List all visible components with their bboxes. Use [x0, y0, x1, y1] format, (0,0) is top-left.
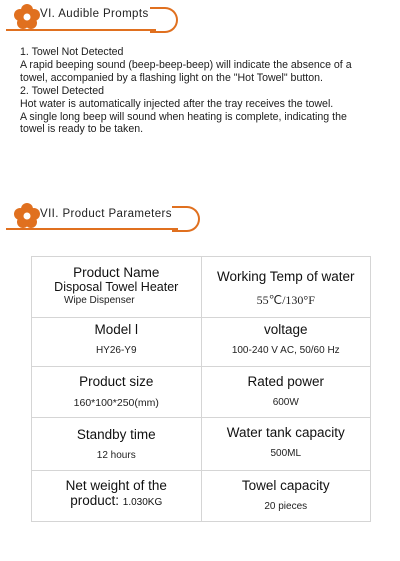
- model-value: HY26-Y9: [95, 345, 137, 356]
- towel-cell: [201, 471, 371, 522]
- tank-value: 500ML: [270, 448, 302, 459]
- power-label: Rated power: [247, 374, 325, 389]
- size-label: Product size: [79, 374, 154, 389]
- standby-label: Standby time: [76, 427, 156, 442]
- section-6-arc: [150, 7, 178, 33]
- flower-logo-icon: [12, 2, 42, 32]
- tank-cell: [201, 418, 371, 471]
- table-row: [32, 471, 371, 522]
- weight-cell: [32, 471, 202, 522]
- weight-label-1: Net weight of the: [65, 478, 167, 493]
- table-row: [32, 257, 371, 318]
- standby-cell: [32, 418, 202, 471]
- size-value: 160*100*250(mm): [73, 397, 159, 409]
- weight-value: 1.030KG: [122, 497, 163, 508]
- model-label: Model l: [94, 322, 139, 337]
- weight-line-2: [32, 493, 201, 508]
- section-7-underline: [6, 228, 178, 230]
- tank-label: Water tank capacity: [226, 425, 345, 440]
- prompt-1-text-b: towel, accompanied by a flashing light on the "Hot Towel" button.: [20, 71, 323, 84]
- working-temp-cell: [201, 257, 371, 318]
- working-temp-value: 55℃/130°F: [256, 293, 315, 307]
- prompt-2-text-a: Hot water is automatically injected after the tray receives the towel.: [20, 97, 334, 110]
- table-row: [32, 318, 371, 367]
- towel-value: 20 pieces: [264, 501, 308, 512]
- prompt-1-text-a: A rapid beeping sound (beep-beep-beep) will indicate the absence of a: [20, 58, 352, 71]
- table-row: [32, 418, 371, 471]
- voltage-cell: [201, 318, 371, 367]
- product-parameters-table: [31, 256, 371, 522]
- prompt-2-text-b: A single long beep will sound when heating is complete, indicating the: [20, 110, 347, 123]
- section-6-body: [20, 46, 386, 136]
- power-cell: [201, 367, 371, 418]
- voltage-value: 100-240 V AC, 50/60 Hz: [231, 345, 340, 356]
- prompt-1-heading: 1. Towel Not Detected: [20, 46, 124, 58]
- prompt-2-text-c: towel is ready to be taken.: [20, 123, 144, 136]
- section-6-title: VI. Audible Prompts: [40, 8, 149, 20]
- section-7-title: VII. Product Parameters: [40, 208, 172, 220]
- towel-label: Towel capacity: [241, 478, 330, 493]
- size-cell: [32, 367, 202, 418]
- product-name-label: Product Name: [73, 265, 160, 280]
- section-7-arc: [172, 206, 200, 232]
- working-temp-label: Working Temp of water: [216, 269, 355, 284]
- product-name-value: Disposal Towel Heater: [54, 280, 179, 294]
- product-name-cell: [32, 257, 202, 318]
- section-7-header: [0, 199, 400, 235]
- flower-logo-icon: [12, 201, 42, 231]
- standby-value: 12 hours: [96, 450, 136, 461]
- section-6-header: [0, 0, 400, 36]
- power-value: 600W: [272, 397, 299, 408]
- model-cell: [32, 318, 202, 367]
- section-6-underline: [6, 29, 156, 31]
- weight-label-2: product:: [70, 493, 120, 508]
- voltage-label: voltage: [263, 322, 308, 337]
- prompt-2-heading: 2. Towel Detected: [20, 84, 105, 97]
- table-row: [32, 367, 371, 418]
- product-name-subvalue: Wipe Dispenser: [64, 295, 135, 306]
